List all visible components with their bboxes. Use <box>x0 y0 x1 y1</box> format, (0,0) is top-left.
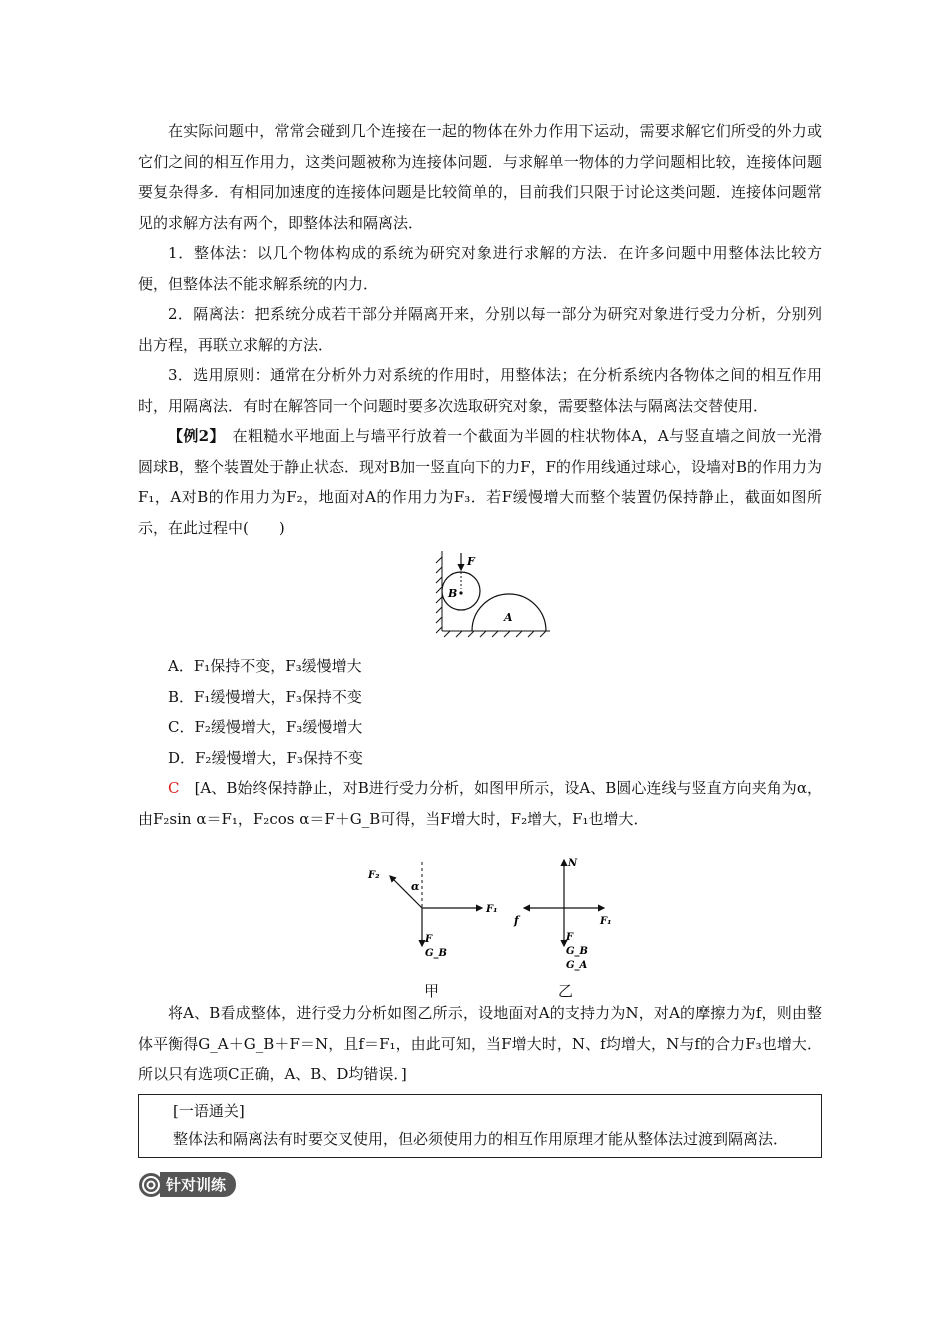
jia-gb-label: G_B <box>425 948 447 959</box>
yi-gb-label: G_B <box>566 946 588 957</box>
caption-jia: 甲 <box>424 982 440 1000</box>
summary-box <box>138 1094 822 1158</box>
force-diagrams <box>138 848 822 998</box>
example-stem <box>138 421 822 543</box>
document-body <box>138 116 822 1198</box>
jia-f-label: F <box>425 934 433 945</box>
jia-f1-label: F₁ <box>486 904 498 915</box>
summary-title: [一语通关] <box>173 1101 245 1120</box>
option-b: B．F₁缓慢增大，F₃保持不变 <box>168 687 362 706</box>
yi-n-label: N <box>568 858 578 869</box>
isolation-method-paragraph: 2．隔离法：把系统分成若干部分并隔离开来，分别以每一部分为研究对象进行受力分析，分别列出方程，再联立求解的方法． <box>138 305 822 354</box>
example-stem-text: 在粗糙水平地面上与墙平行放着一个截面为半圆的柱状物体A，A与竖直墙之间放一光滑圆球B，整个装置处于静止状态．现对B加一竖直向下的力F，F的作用线通过球心，设墙对B的作用力为F₁，A对B的作用力为F₂，地面对A的作用力为F₃．若F缓慢增大而整个装置仍保持静止，截面如图所示，在此过程中( ) <box>138 427 822 537</box>
yi-ga-label: G_A <box>566 960 588 971</box>
whole-method-paragraph: 1．整体法：以几个物体构成的系统为研究对象进行求解的方法．在许多问题中用整体法比较方便，但整体法不能求解系统的内力． <box>138 244 822 293</box>
example-tag: 【例2】 <box>168 427 218 445</box>
yi-f1-label: F₁ <box>600 916 612 927</box>
label-f: F <box>467 555 475 568</box>
option-d: D．F₂缓慢增大，F₃保持不变 <box>168 748 363 767</box>
label-b: B <box>448 587 458 600</box>
jia-alpha-label: α <box>411 880 420 893</box>
solution-part-1-text: [A、B始终保持静止，对B进行受力分析，如图甲所示，设A、B圆心连线与竖直方向夹角为α，由F₂sin α＝F₁，F₂cos α＝F＋G_B可得，当F增大时，F₂增大，F₁也增大． <box>138 779 822 828</box>
answer-letter: C <box>168 779 180 797</box>
diagram-jia <box>364 848 504 978</box>
training-header <box>138 1172 822 1198</box>
yi-f-friction-label: f <box>514 914 519 927</box>
summary-text: 整体法和隔离法有时要交叉使用，但必须使用力的相互作用原理才能从整体法过渡到隔离法． <box>173 1129 789 1148</box>
selection-principle-paragraph: 3．选用原则：通常在分析外力对系统的作用时，用整体法；在分析系统内各物体之间的相互作用时，用隔离法．有时在解答同一个问题时要多次选取研究对象，需要整体法与隔离法交替使用． <box>138 366 822 415</box>
solution-part-2: 将A、B看成整体，进行受力分析如图乙所示，设地面对A的支持力为N，对A的摩擦力为f，则由整体平衡得G_A＋G_B＋F＝N，且f＝F₁，由此可知，当F增大时，N、f均增大，N与f的合力F₃也增大．所以只有选项C正确，A、B、D均错误．] <box>138 1004 822 1083</box>
setup-figure <box>434 549 554 641</box>
jia-f2-label: F₂ <box>368 870 380 881</box>
caption-yi: 乙 <box>558 982 574 1000</box>
training-label: 针对训练 <box>160 1172 236 1197</box>
diagram-yi <box>510 848 620 978</box>
solution-part-1 <box>138 773 822 834</box>
ball-center-dot <box>459 591 462 594</box>
label-a: A <box>504 611 513 624</box>
option-c: C．F₂缓慢增大，F₃缓慢增大 <box>168 718 363 736</box>
option-a: A．F₁保持不变，F₃缓慢增大 <box>168 657 362 675</box>
intro-paragraph-1: 在实际问题中，常常会碰到几个连接在一起的物体在外力作用下运动，需要求解它们所受的外力或它们之间的相互作用力，这类问题被称为连接体问题．与求解单一物体的力学问题相比较，连接体问题要复杂得多．有相同加速度的连接体问题是比较简单的，目前我们只限于讨论这类问题．连接体问题常见的求解方法有两个，即整体法和隔离法． <box>138 122 822 232</box>
yi-f-label: F <box>566 932 574 943</box>
